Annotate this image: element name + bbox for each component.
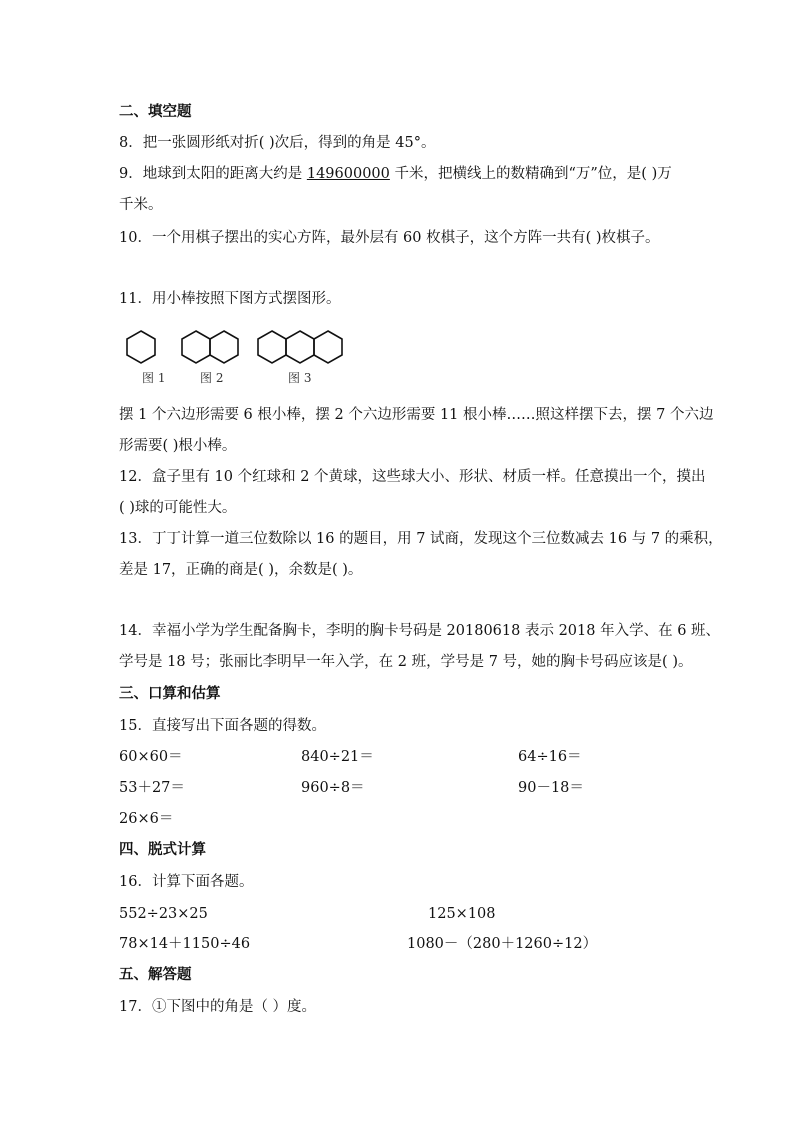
figure-3-caption: 图 3: [288, 371, 312, 385]
question-16-title: 16．计算下面各题。: [119, 874, 254, 890]
calc-item-3: 78×14＋1150÷46: [119, 936, 251, 952]
section-fill-blank: 二、填空题: [119, 104, 192, 120]
q9-underlined-number: 149600000: [306, 166, 390, 182]
oral-item-2: 840÷21＝: [301, 749, 374, 765]
q9-text-b: 千米，把横线上的数精确到“万”位，是( )万: [389, 166, 672, 182]
question-14-line-2: 学号是 18 号；张丽比李明早一年入学，在 2 班，学号是 7 号，她的胸卡号码应该是( )。: [119, 654, 693, 670]
oral-item-5: 960÷8＝: [301, 780, 365, 796]
oral-item-6: 90－18＝: [518, 780, 584, 796]
question-8: 8．把一张圆形纸对折( )次后，得到的角是 45°。: [119, 135, 436, 151]
calc-item-2: 125×108: [428, 906, 496, 922]
figure-1-caption: 图 1: [142, 371, 166, 385]
question-9-line-1: [119, 164, 672, 184]
question-13-line-2: 差是 17，正确的商是( )，余数是( )。: [119, 562, 363, 578]
section-answer: 五、解答题: [119, 967, 192, 983]
oral-item-3: 64÷16＝: [518, 749, 582, 765]
calc-item-4: 1080－（280＋1260÷12）: [407, 936, 598, 952]
question-11-title: 11．用小棒按照下图方式摆图形。: [119, 291, 341, 307]
oral-item-1: 60×60＝: [119, 749, 183, 765]
section-mental: 三、口算和估算: [119, 686, 221, 702]
hexagon-fig3-c: [314, 331, 342, 363]
question-10: 10．一个用棋子摆出的实心方阵，最外层有 60 枚棋子，这个方阵一共有( )枚棋子。: [119, 230, 660, 246]
question-12-line-2: ( )球的可能性大。: [119, 500, 237, 516]
question-17: 17．①下图中的角是（ ）度。: [119, 999, 317, 1015]
question-12-line-1: 12．盒子里有 10 个红球和 2 个黄球，这些球大小、形状、材质一样。任意摸出一个，摸出: [119, 469, 706, 485]
oral-item-4: 53＋27＝: [119, 780, 185, 796]
calc-item-1: 552÷23×25: [119, 906, 208, 922]
hexagon-fig2-b: [210, 331, 238, 363]
question-15-title: 15．直接写出下面各题的得数。: [119, 718, 326, 734]
question-11-line-2: 形需要( )根小棒。: [119, 438, 237, 454]
q9-text-a: 9．地球到太阳的距离大约是: [119, 166, 307, 182]
question-14-line-1: 14．幸福小学为学生配备胸卡，李明的胸卡号码是 20180618 表示 2018 年入学、在 6 班、: [119, 623, 721, 639]
oral-item-7: 26×6＝: [119, 811, 174, 827]
question-11-line-1: 摆 1 个六边形需要 6 根小棒，摆 2 个六边形需要 11 根小棒……照这样摆下去，摆 7 个六边: [119, 407, 714, 423]
figure-2-caption: 图 2: [200, 371, 224, 385]
hexagon-fig3-b: [286, 331, 314, 363]
question-9-line-2: 千米。: [119, 197, 163, 213]
hexagon-fig3-a: [258, 331, 286, 363]
section-stepwise: 四、脱式计算: [119, 842, 206, 858]
question-13-line-1: 13．丁丁计算一道三位数除以 16 的题目，用 7 试商，发现这个三位数减去 16 与 7 的乘积，: [119, 531, 723, 547]
hexagon-fig1: [127, 331, 155, 363]
hexagon-fig2-a: [182, 331, 210, 363]
